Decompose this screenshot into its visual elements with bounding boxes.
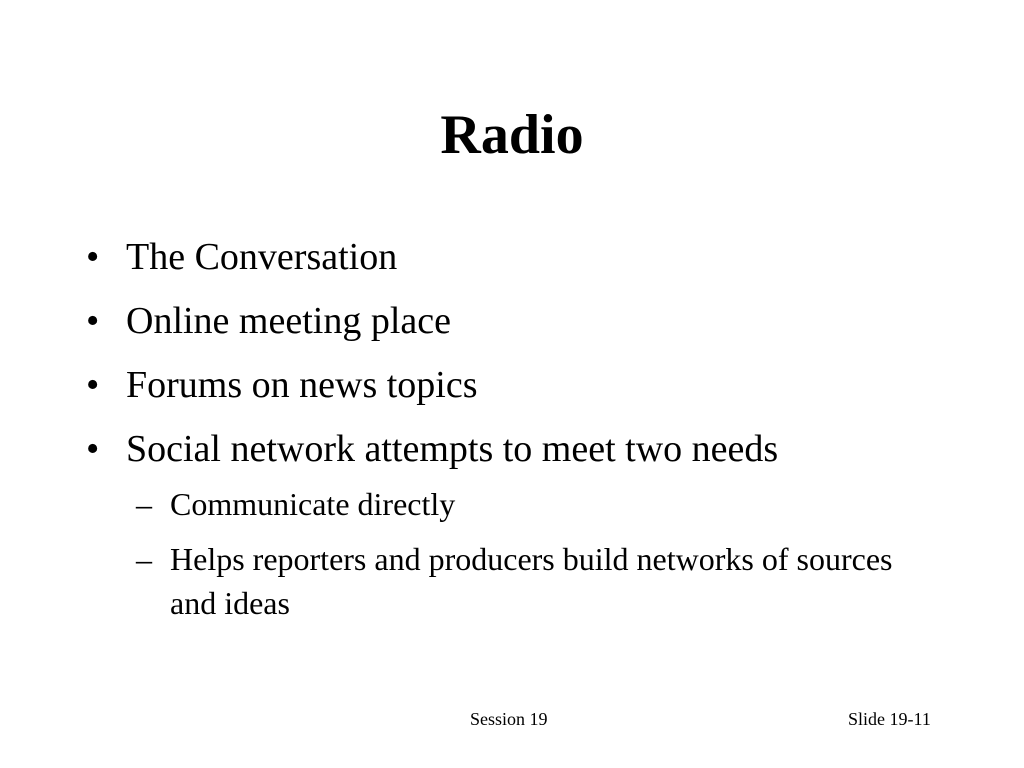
slide-title: Radio <box>440 104 584 166</box>
dash-marker-icon: – <box>136 486 152 522</box>
bullet-text: The Conversation <box>126 236 398 278</box>
bullet-item <box>86 424 946 474</box>
bullet-item <box>86 296 946 346</box>
slide-number: Slide 19-11 <box>848 709 931 729</box>
bullet-item <box>86 360 946 410</box>
sub-bullet-group <box>86 482 946 625</box>
bullet-marker-icon: • <box>86 428 100 470</box>
bullet-marker-icon: • <box>86 364 100 406</box>
bullet-text: Online meeting place <box>126 300 451 342</box>
sub-bullet-list <box>86 482 946 625</box>
bullet-list <box>86 232 946 636</box>
bullet-text: Social network attempts to meet two needs <box>126 428 779 470</box>
bullet-marker-icon: • <box>86 300 100 342</box>
sub-bullet-item <box>86 537 940 625</box>
bullet-text: Forums on news topics <box>126 364 478 406</box>
sub-bullet-text: Helps reporters and producers build networks of sources and ideas <box>170 541 893 621</box>
session-label: Session 19 <box>470 709 548 729</box>
bullet-item <box>86 232 946 282</box>
bullet-marker-icon: • <box>86 236 100 278</box>
sub-bullet-item <box>86 482 940 526</box>
dash-marker-icon: – <box>136 541 152 577</box>
sub-bullet-text: Communicate directly <box>170 486 456 522</box>
